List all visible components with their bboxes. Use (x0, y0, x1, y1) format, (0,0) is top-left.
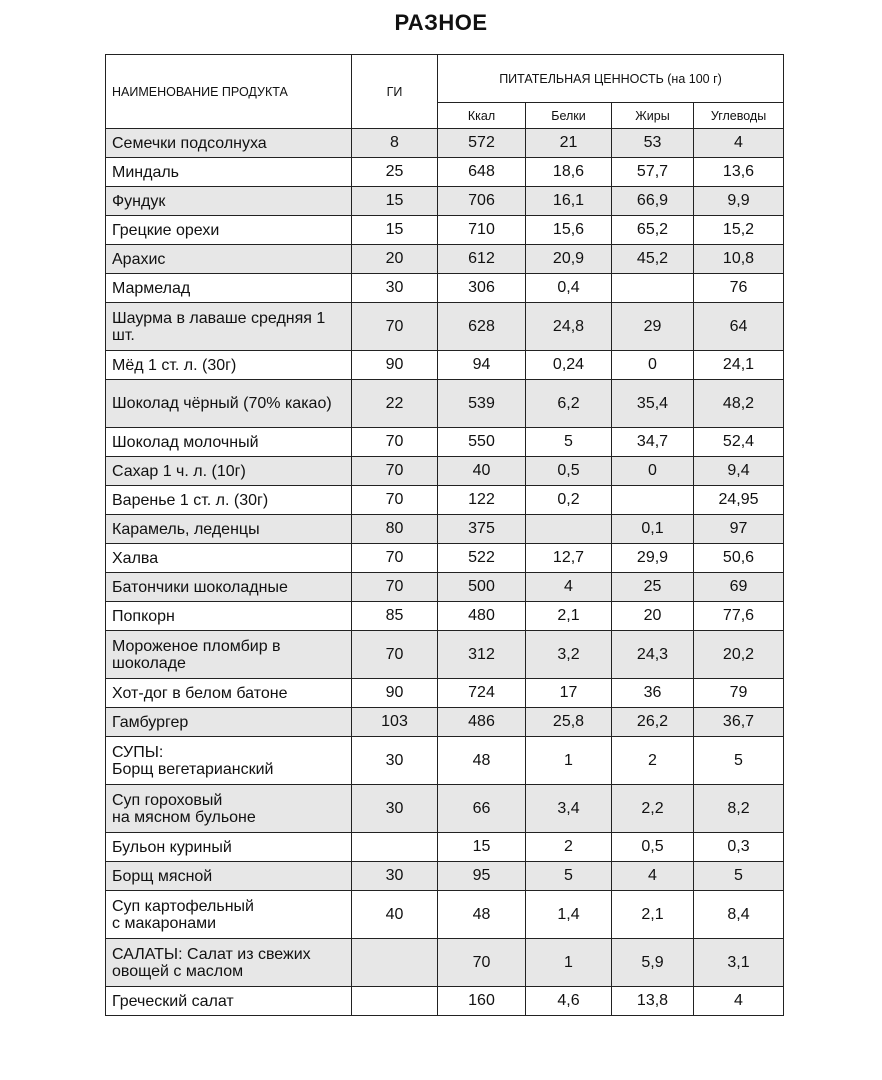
cell-kcal: 95 (438, 862, 526, 891)
cell-carbs: 15,2 (694, 216, 784, 245)
cell-carbs: 76 (694, 274, 784, 303)
cell-carbs: 24,1 (694, 351, 784, 380)
cell-carbs: 5 (694, 737, 784, 785)
cell-kcal: 15 (438, 833, 526, 862)
cell-fats: 0,1 (612, 515, 694, 544)
cell-gi: 90 (352, 679, 438, 708)
cell-carbs: 4 (694, 987, 784, 1016)
cell-name: СУПЫ: Борщ вегетарианский (106, 737, 352, 785)
cell-kcal: 480 (438, 602, 526, 631)
cell-carbs: 64 (694, 303, 784, 351)
cell-name: Варенье 1 ст. л. (30г) (106, 486, 352, 515)
cell-gi: 30 (352, 862, 438, 891)
cell-name: Грецкие орехи (106, 216, 352, 245)
cell-carbs: 48,2 (694, 380, 784, 428)
cell-gi (352, 987, 438, 1016)
table-row (106, 891, 784, 939)
table-row (106, 303, 784, 351)
cell-gi: 90 (352, 351, 438, 380)
cell-name: Арахис (106, 245, 352, 274)
table-row (106, 187, 784, 216)
table-row (106, 573, 784, 602)
cell-name: Суп картофельный с макаронами (106, 891, 352, 939)
cell-gi: 30 (352, 274, 438, 303)
table-row (106, 486, 784, 515)
cell-fats: 2,2 (612, 785, 694, 833)
cell-gi: 70 (352, 486, 438, 515)
cell-carbs: 8,2 (694, 785, 784, 833)
cell-proteins: 25,8 (526, 708, 612, 737)
header-product: НАИМЕНОВАНИЕ ПРОДУКТА (106, 55, 352, 129)
cell-proteins: 21 (526, 129, 612, 158)
cell-fats: 65,2 (612, 216, 694, 245)
cell-proteins: 24,8 (526, 303, 612, 351)
cell-proteins: 0,5 (526, 457, 612, 486)
cell-fats: 45,2 (612, 245, 694, 274)
table-body (106, 129, 784, 1016)
cell-gi: 30 (352, 785, 438, 833)
cell-gi: 80 (352, 515, 438, 544)
cell-kcal: 48 (438, 891, 526, 939)
cell-gi: 70 (352, 573, 438, 602)
cell-name: Карамель, леденцы (106, 515, 352, 544)
cell-name: Шоколад чёрный (70% какао) (106, 380, 352, 428)
cell-carbs: 79 (694, 679, 784, 708)
cell-fats: 35,4 (612, 380, 694, 428)
cell-kcal: 306 (438, 274, 526, 303)
cell-name: Борщ мясной (106, 862, 352, 891)
table-row (106, 380, 784, 428)
cell-gi: 15 (352, 216, 438, 245)
header-fats: Жиры (612, 103, 694, 129)
cell-carbs: 8,4 (694, 891, 784, 939)
cell-proteins: 2 (526, 833, 612, 862)
cell-kcal: 375 (438, 515, 526, 544)
table-row (106, 274, 784, 303)
cell-gi: 70 (352, 457, 438, 486)
cell-proteins: 0,4 (526, 274, 612, 303)
cell-proteins: 5 (526, 862, 612, 891)
cell-fats: 53 (612, 129, 694, 158)
cell-carbs: 4 (694, 129, 784, 158)
cell-proteins: 3,2 (526, 631, 612, 679)
cell-proteins: 0,24 (526, 351, 612, 380)
cell-name: Шаурма в лаваше средняя 1 шт. (106, 303, 352, 351)
table-row (106, 544, 784, 573)
cell-gi: 70 (352, 544, 438, 573)
cell-kcal: 48 (438, 737, 526, 785)
cell-gi: 40 (352, 891, 438, 939)
cell-kcal: 572 (438, 129, 526, 158)
cell-fats: 36 (612, 679, 694, 708)
cell-gi (352, 833, 438, 862)
table-row (106, 737, 784, 785)
cell-carbs: 5 (694, 862, 784, 891)
cell-kcal: 628 (438, 303, 526, 351)
table-row (106, 428, 784, 457)
header-carbs: Углеводы (694, 103, 784, 129)
cell-gi: 15 (352, 187, 438, 216)
cell-carbs: 3,1 (694, 939, 784, 987)
cell-name: Бульон куриный (106, 833, 352, 862)
cell-fats: 29,9 (612, 544, 694, 573)
cell-fats: 34,7 (612, 428, 694, 457)
cell-proteins: 4 (526, 573, 612, 602)
cell-name: Греческий салат (106, 987, 352, 1016)
cell-proteins: 1,4 (526, 891, 612, 939)
header-kcal: Ккал (438, 103, 526, 129)
table-row (106, 862, 784, 891)
cell-fats (612, 486, 694, 515)
cell-name: Батончики шоколадные (106, 573, 352, 602)
cell-name: Сахар 1 ч. л. (10г) (106, 457, 352, 486)
cell-fats: 0 (612, 351, 694, 380)
cell-kcal: 724 (438, 679, 526, 708)
cell-gi: 20 (352, 245, 438, 274)
cell-name: Миндаль (106, 158, 352, 187)
cell-kcal: 66 (438, 785, 526, 833)
cell-gi: 70 (352, 631, 438, 679)
cell-fats: 29 (612, 303, 694, 351)
cell-kcal: 710 (438, 216, 526, 245)
cell-name: САЛАТЫ: Салат из свежих овощей с маслом (106, 939, 352, 987)
cell-name: Гамбургер (106, 708, 352, 737)
cell-proteins: 6,2 (526, 380, 612, 428)
cell-gi: 85 (352, 602, 438, 631)
cell-proteins: 4,6 (526, 987, 612, 1016)
table-row (106, 245, 784, 274)
cell-kcal: 550 (438, 428, 526, 457)
table-row (106, 785, 784, 833)
cell-kcal: 539 (438, 380, 526, 428)
cell-carbs: 13,6 (694, 158, 784, 187)
cell-name: Семечки подсолнуха (106, 129, 352, 158)
cell-fats: 66,9 (612, 187, 694, 216)
cell-kcal: 312 (438, 631, 526, 679)
cell-fats: 5,9 (612, 939, 694, 987)
table-row (106, 631, 784, 679)
cell-kcal: 500 (438, 573, 526, 602)
cell-kcal: 160 (438, 987, 526, 1016)
cell-proteins (526, 515, 612, 544)
cell-kcal: 40 (438, 457, 526, 486)
cell-name: Мёд 1 ст. л. (30г) (106, 351, 352, 380)
cell-kcal: 522 (438, 544, 526, 573)
cell-carbs: 9,4 (694, 457, 784, 486)
cell-proteins: 1 (526, 737, 612, 785)
table-row (106, 351, 784, 380)
cell-kcal: 122 (438, 486, 526, 515)
table-row (106, 457, 784, 486)
cell-gi: 103 (352, 708, 438, 737)
cell-gi: 25 (352, 158, 438, 187)
cell-name: Суп гороховый на мясном бульоне (106, 785, 352, 833)
cell-fats: 24,3 (612, 631, 694, 679)
cell-proteins: 17 (526, 679, 612, 708)
cell-carbs: 36,7 (694, 708, 784, 737)
cell-kcal: 94 (438, 351, 526, 380)
cell-name: Мармелад (106, 274, 352, 303)
cell-fats: 26,2 (612, 708, 694, 737)
cell-carbs: 0,3 (694, 833, 784, 862)
cell-fats: 20 (612, 602, 694, 631)
cell-fats: 0 (612, 457, 694, 486)
cell-name: Мороженое пломбир в шоколаде (106, 631, 352, 679)
cell-fats: 13,8 (612, 987, 694, 1016)
cell-kcal: 486 (438, 708, 526, 737)
cell-name: Фундук (106, 187, 352, 216)
cell-fats: 2,1 (612, 891, 694, 939)
table-row (106, 833, 784, 862)
cell-carbs: 10,8 (694, 245, 784, 274)
nutrition-table (105, 54, 784, 1016)
header-nutrition: ПИТАТЕЛЬНАЯ ЦЕННОСТЬ (на 100 г) (438, 55, 784, 103)
cell-proteins: 1 (526, 939, 612, 987)
header-gi: ГИ (352, 55, 438, 129)
cell-carbs: 20,2 (694, 631, 784, 679)
cell-kcal: 612 (438, 245, 526, 274)
cell-carbs: 24,95 (694, 486, 784, 515)
cell-fats (612, 274, 694, 303)
cell-proteins: 18,6 (526, 158, 612, 187)
table-row (106, 129, 784, 158)
cell-proteins: 15,6 (526, 216, 612, 245)
cell-fats: 2 (612, 737, 694, 785)
cell-name: Хот-дог в белом батоне (106, 679, 352, 708)
cell-proteins: 2,1 (526, 602, 612, 631)
cell-kcal: 648 (438, 158, 526, 187)
table-row (106, 679, 784, 708)
cell-kcal: 70 (438, 939, 526, 987)
table-row (106, 708, 784, 737)
table-row (106, 987, 784, 1016)
cell-gi: 70 (352, 428, 438, 457)
page-title: РАЗНОЕ (394, 10, 488, 35)
table-row (106, 602, 784, 631)
cell-carbs: 97 (694, 515, 784, 544)
cell-fats: 0,5 (612, 833, 694, 862)
cell-gi (352, 939, 438, 987)
cell-proteins: 5 (526, 428, 612, 457)
cell-proteins: 0,2 (526, 486, 612, 515)
cell-kcal: 706 (438, 187, 526, 216)
cell-fats: 25 (612, 573, 694, 602)
cell-gi: 30 (352, 737, 438, 785)
table-row (106, 939, 784, 987)
cell-proteins: 3,4 (526, 785, 612, 833)
cell-fats: 4 (612, 862, 694, 891)
header-proteins: Белки (526, 103, 612, 129)
cell-name: Халва (106, 544, 352, 573)
cell-carbs: 52,4 (694, 428, 784, 457)
cell-carbs: 9,9 (694, 187, 784, 216)
cell-proteins: 12,7 (526, 544, 612, 573)
cell-carbs: 69 (694, 573, 784, 602)
cell-gi: 22 (352, 380, 438, 428)
cell-proteins: 16,1 (526, 187, 612, 216)
cell-proteins: 20,9 (526, 245, 612, 274)
cell-gi: 8 (352, 129, 438, 158)
cell-gi: 70 (352, 303, 438, 351)
table-row (106, 515, 784, 544)
cell-name: Шоколад молочный (106, 428, 352, 457)
table-row (106, 158, 784, 187)
cell-fats: 57,7 (612, 158, 694, 187)
cell-carbs: 77,6 (694, 602, 784, 631)
table-row (106, 216, 784, 245)
cell-name: Попкорн (106, 602, 352, 631)
cell-carbs: 50,6 (694, 544, 784, 573)
